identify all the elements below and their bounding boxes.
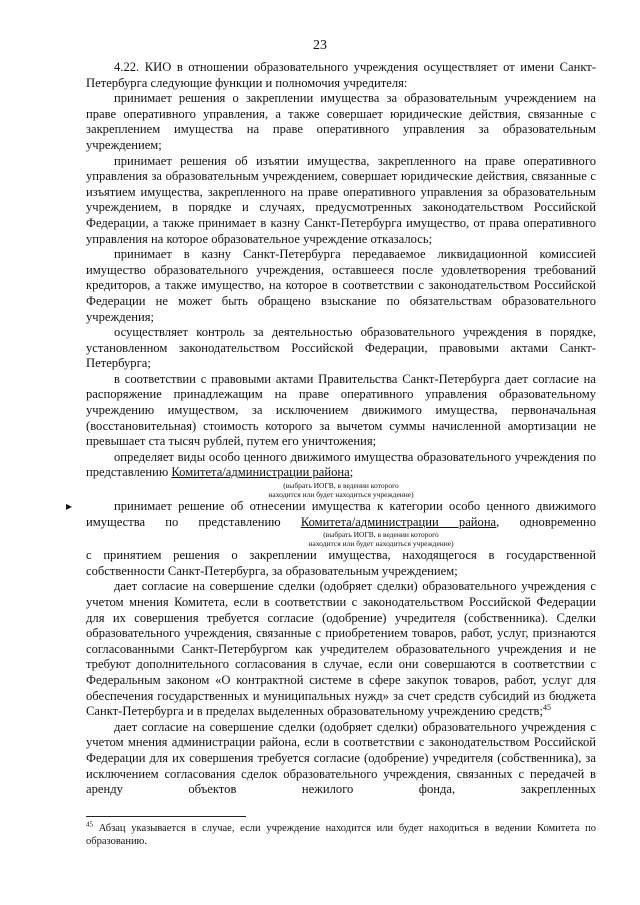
arrow-marker-icon: ▸ xyxy=(66,499,73,514)
committee-placeholder: Комитета/администрации района xyxy=(171,465,350,480)
paragraph-decision-continued: с принятием решения о закреплении имущества, находящегося в государственной собственности Санкт-Петербурга, за образовательным учреждением; xyxy=(86,548,596,578)
footnote-number: 45 xyxy=(86,820,93,829)
footnote-text: Абзац указывается в случае, если учреждение находится или будет находиться в ведении Комитета по образованию. xyxy=(86,823,597,847)
paragraph-disposal-consent: в соответствии с правовыми актами Правительства Санкт-Петербурга дает согласие на распоряжение принадлежащим на праве оперативного управления образовательному учреждению имуществом, за исключением движимого имущества, первоначальная (восстановительная) стоимость которого за вычетом суммы начисленной амортизации не превышает ста тысяч рублей, путем его уничтожения; xyxy=(86,371,596,449)
consent1-text: дает согласие на совершение сделки (одобряет сделки) образовательного учреждения с учетом мнения Комитета, если в соответствии с законодательством Российской Федерации для их совершения требуется согласие (одобрение) учредителя (собственника). Сделки образовательного учреждения, связанные с приобретением товаров, работ, услуг, признаются согласованными Санкт-Петербургом как учредителем образовательного учреждения и не требуют дополнительного согласования в случае, если они совершаются в соответствии с Федеральным законом «О контрактной системе в сфере закупок товаров, работ, услуг для обеспечения государственных и муниципальных нужд» за счет средств субсидий из бюджета Санкт-Петербурга и в пределах выделенных образовательному учреждению средств; xyxy=(86,579,596,719)
document-body xyxy=(66,60,597,798)
paragraph-transaction-consent-district: дает согласие на совершение сделки (одобряет сделки) образовательного учреждения с учетом мнения администрации района, если в соответствии с законодательством Российской Федерации для их совершения требуется согласие (одобрение) учредителя (собственника), за исключением согласования сделок образовательного учреждения, связанных с передачей в аренду объектов нежилого фонда, закрепленных xyxy=(86,719,596,797)
page-number: 23 xyxy=(313,38,327,53)
paragraph-valuable-decision xyxy=(86,499,596,530)
decision-text: принимает решение об отнесении имущества к категории особо ценного движимого имущества по представлению xyxy=(86,499,596,529)
paragraph-valuable-property xyxy=(86,450,596,481)
committee-placeholder-2: Комитета/администрации района xyxy=(300,514,497,529)
choose-iogv-note-2b: находится или будет находиться учреждение) xyxy=(308,539,454,549)
paragraph-assign-property: принимает решения о закреплении имущества за образовательным учреждением на праве оперативного управления, а также совершает юридические действия, связанные с закреплением имущества на праве оперативного управления за образовательным учреждением; xyxy=(86,91,596,152)
choose-iogv-note-1b: находится или будет находиться учреждение) xyxy=(268,490,414,500)
paragraph-control: осуществляет контроль за деятельностью образовательного учреждения в порядке, установленном законодательством Российской Федерации, правовыми актами Санкт-Петербурга; xyxy=(86,325,596,371)
paragraph-4-22: 4.22. КИО в отношении образовательного учреждения осуществляет от имени Санкт-Петербурга следующие функции и полномочия учредителя: xyxy=(86,60,596,90)
footnote-divider xyxy=(86,816,246,817)
choose-iogv-note-1a: (выбрать ИОГВ, в ведении которого xyxy=(283,481,399,491)
paragraph-treasury: принимает в казну Санкт-Петербурга передаваемое ликвидационной комиссией имущество образовательного учреждения, оставшееся после удовлетворения требований кредиторов, а также имущество, на которое в соответствии с законодательством Российской Федерации не может быть обращено взыскание по обязательствам образовательного учреждения; xyxy=(86,247,596,324)
valuable-text: определяет виды особо ценного движимого имущества образовательного учреждения по представлению xyxy=(86,449,596,480)
paragraph-withdraw-property: принимает решения об изъятии имущества, закрепленного на праве оперативного управления за образовательным учреждением, совершает юридические действия, связанные с изъятием имущества, закрепленного на праве оперативного управления за образовательным учреждением, в порядке и случаях, предусмотренных законодательством Российской Федерации, а также принимает в казну Санкт-Петербурга имущество, от права оперативного управления на которое образовательное учреждение отказалось; xyxy=(86,153,596,246)
footnote xyxy=(86,822,596,848)
footnote-reference[interactable]: 45 xyxy=(542,702,551,712)
choose-iogv-note-2a: (выбрать ИОГВ, в ведении которого xyxy=(323,530,439,540)
valuable-end: ; xyxy=(349,465,354,480)
decision-end: , одновременно xyxy=(496,514,597,529)
paragraph-transaction-consent-committee xyxy=(86,579,596,719)
